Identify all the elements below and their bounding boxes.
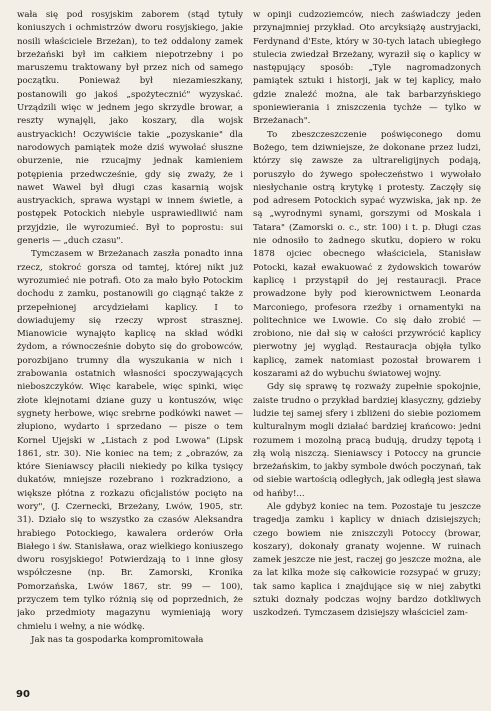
paragraph: Jak nas ta gospodarka kompromitowała [31, 634, 204, 645]
paragraph: Ale gdybyż koniec na tem. Pozostaje tu jeszcze tragedja zamku i kaplicy w dniach dzisiejszych; czego bowiem nie zniszczyli Potoccy (browar, koszary), dokonały granaty wojenne. W ruinach zamek jeszcze nie jest, raczej go jeszcze można, ale za lat kilka może się całkowicie rozsypać w gruzy; tak samo kaplica i znajdujące się w niej zabytki sztuki doznały podczas wojny bardzo dotkliwych uszkodzeń. Tymczasem dzisiejszy właściciel zam- [253, 501, 481, 619]
paragraph: To zbeszczeszczenie poświęconego domu Bożego, tem dziwniejsze, że dokonane przez ludzi, którzy się zawsze za ultrareligijnych podają, poruszyło do żywego społeczeństwo i wywołało niesłychanie ostrą krytykę i protesty. Zaczęły się pod adresem Potockich sypać wyzwiska, jak np. że są „wyrodnymi synami, gorszymi od Moskala i Tatara" (Zamorski o. c., str. 100) i t. p. Długi czas nie odnosiło to żadnego skutku, dopiero w roku 1878 ojciec obecnego właściciela, Stanisław Potocki, kazał ewakuować z żydowskich towarów kaplicę i przystąpił do jej restauracji. Prace prowadzone były pod kierownictwem Leonarda Marconiego, profesora rzeźby i ornamentyki na politechnice we Lwowie. Co się dało zrobić — zrobiono, nie dał się w całości przywrócić kaplicy pierwotny jej wygląd. Restauracja objęła tylko kaplicę, zamek natomiast pozostał browarem i koszarami aż do wybuchu światowej wojny. [253, 129, 481, 380]
paragraph: w opinji cudzoziemców, niech zaświadczy jeden przynajmniej przykład. Oto arcyksiążę austryjacki, Ferdynand d'Este, który w 30-tych latach ubiegłego stulecia zwiedzał Brzeżany, wyraził się o kaplicy w następujący sposób: „Tyle nagromadzonych pamiątek sztuki i historji, jak w tej kaplicy, mało gdzie znaleźć można, ale tak barbarzyńskiego sponiewierania i zniszczenia tychże — tylko w Brzeżanach". [253, 10, 481, 127]
paragraph: Tymczasem w Brzeżanach zaszła ponadto inna rzecz, stokroć gorsza od tamtej, której nikt już wyrozumieć nie potrafi. Oto za mało było Potockim dochodu z zamku, postanowili go ciągnąć także z przepełnionej arcydziełami kaplicy. I to dowiadujemy się rzeczy wprost strasznej. Mianowicie wynajęto kaplicę na skład wódki żydom, a równocześnie dobyto się do grobowców, porozbijano trumny dla wyszukania w nich i zrabowania ostatnich własności spoczywających nieboszczyków. Więc karabele, więc spinki, więc złote klejnotami dziane guzy u kontuszów, więc sygnety herbowe, więc srebrne podkówki nawet — złupiono, wydarto i sprzedano — pisze o tem Kornel Ujejski w „Listach z pod Lwowa" (Lipsk 1861, str. 30). Nie koniec na tem; z „obrazów, za które Sieniawscy płacili niekiedy po kilka tysięcy dukatów, mniejsze rozebrano i rozkradziono, a większe płótna z rozkazu oficjalistów pocięto na wory", (J. Czernecki, Brzeżany, Lwów, 1905, str. 31). Działo się to wszystko za czasów Aleksandra hrabiego Potockiego, kawalera orderów Orła Białego i św. Stanisława, oraz wielkiego koniuszego dworu rosyjskiego! Potwierdzają to i inne głosy współczesne (np. Br. Zamorski, Kronika Pomorzańska, Lwów 1867, str. 99 — 100), przyczem tem tylko różnią się od poprzednich, że jako przedmioty magazynu wymieniają wory chmielu i wełny, a nie wódkę. [17, 249, 243, 632]
paragraph: Gdy się sprawę tę rozważy zupełnie spokojnie, zaiste trudno o przykład bardziej klasyczny, gdzieby ludzie tej samej sfery i zbliżeni do siebie poziomem kulturalnym mogli działać bardziej krańcowo: jedni rozumem i mozolną pracą budują, drudzy tępotą i złą wolą niszczą. Sieniawscy i Potoccy na gruncie brzeżańskim, to jakby symbole dwóch poczynań, tak od siebie wartością odległych, jak odległą jest sława od hańby!... [253, 382, 481, 499]
page-number: 90 [16, 689, 30, 700]
paragraph: wała się pod rosyjskim zaborem (stąd tytuły koniuszych i ochmistrzów dworu rosyjskiego, jakie nosili właściciele Brzeżan), to też oddalony zamek brzeżański był im całkiem niepotrzebny i po maruszemu traktowany był przez nich od samego początku. Ponieważ był niezamieszkany, postanowili go jakoś „spożytecznić" wyzyskać. Urządzili więc w jednem jego skrzydle browar, a reszty wynajęli, jako koszary, dla wojsk austryackich! Oczywiście takie „pozyskanie" dla narodowych pamiątek może dziś wywołać słuszne oburzenie, nie rzucajmy jednak kamieniem potępienia przedwcześnie, gdy się zważy, że i nawet Wawel był długi czas kasarnią wojsk austryackich, sprawa wystąpi w innem świetle, a postępek Potockich niebyle usprawiedliwić nam przyjdzie, ile wyrozumieć. Był to poprostu: sui generis — „duch czasu". [17, 10, 243, 247]
left-column [17, 9, 243, 677]
right-column [253, 9, 481, 677]
